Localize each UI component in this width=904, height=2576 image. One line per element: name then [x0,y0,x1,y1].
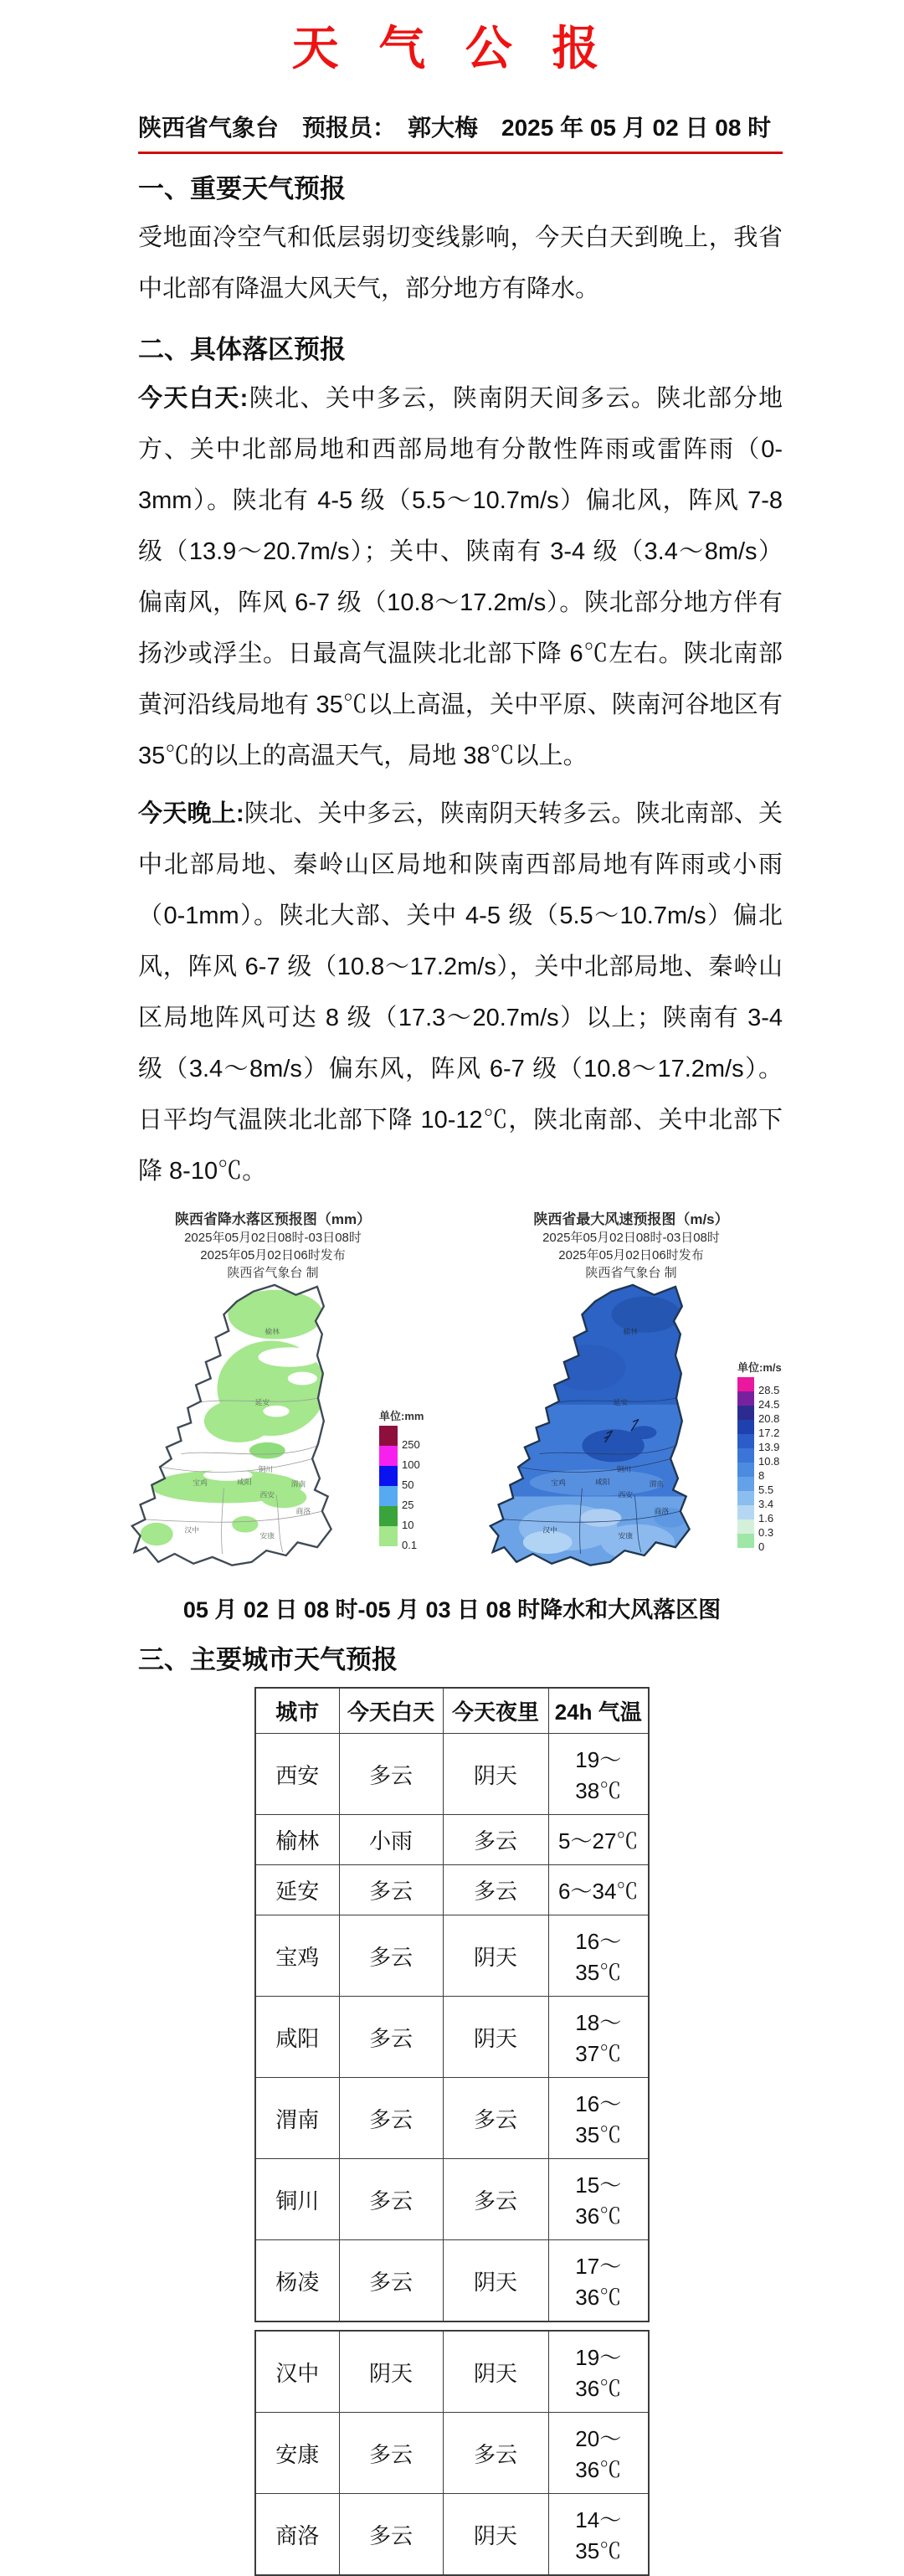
precipitation-legend [379,1407,444,1551]
table-cell: 汉中 [255,2331,339,2413]
forecast-night-label: 今天晚上: [138,800,244,827]
map-title: 陕西省降水落区预报图（mm） [174,1211,372,1227]
map-city-label: 商洛 [654,1507,670,1516]
legend-label: 0 [758,1540,765,1553]
table-cell: 咸阳 [255,1997,339,2078]
table-cell: 多云 [443,2078,548,2159]
table-cell: 多云 [339,2494,443,2576]
wind-map-header [456,1211,806,1282]
table-cell: 16～35℃ [548,1915,649,1997]
map-city-label: 汉中 [184,1525,199,1535]
legend-swatch [379,1506,398,1526]
legend-label: 3.4 [758,1498,774,1510]
map-city-label: 西安 [618,1490,634,1499]
table-row [255,2078,649,2159]
table-cell: 20～36℃ [548,2413,649,2494]
table-row [255,2240,649,2322]
table-cell: 榆林 [255,1815,339,1865]
legend-unit-label: 单位:m/s [737,1361,782,1374]
legend-swatch [737,1434,754,1448]
table-cell: 16～35℃ [548,2078,649,2159]
table-cell: 铜川 [255,2159,339,2240]
table-cell: 阴天 [443,2331,548,2413]
city-weather-table-south [254,2330,650,2576]
precipitation-map-header [98,1211,448,1282]
map-valid-period: 2025年05月02日08时-03日08时 [542,1231,720,1245]
map-city-label: 咸阳 [237,1477,252,1486]
legend-swatch [737,1406,754,1420]
legend-item [379,1426,444,1451]
legend-label: 8 [758,1469,765,1482]
col-header-night: 今天夜里 [443,1688,548,1734]
table-cell: 19～36℃ [548,2331,649,2413]
wind-shading [474,1282,720,1593]
table-cell: 多云 [443,2159,548,2240]
map-city-label: 渭南 [290,1479,306,1489]
table-cell: 阴天 [339,2331,443,2413]
legend-swatch [737,1463,754,1477]
table-cell: 多云 [443,2413,548,2494]
legend-unit-label: 单位:mm [379,1410,424,1422]
legend-label: 13.9 [758,1441,780,1453]
legend-label: 5.5 [758,1483,774,1496]
table-cell: 15～36℃ [548,2159,649,2240]
map-city-label: 延安 [613,1397,629,1406]
maps-caption: 05 月 02 日 08 时-05 月 03 日 08 时降水和大风落区图 [182,1597,722,1622]
table-cell: 多云 [339,1915,443,1997]
map-city-label: 铜川 [258,1465,274,1474]
legend-item [737,1477,803,1496]
table-cell: 小雨 [339,1815,443,1865]
map-city-label: 铜川 [616,1465,632,1474]
forecast-day-text: 陕北、关中多云，陕南阴天间多云。陕北部分地方、关中北部局地和西部局地有分散性阵雨或雷阵雨（0-3mm）。陕北有 4-5 级（5.5～10.7m/s）偏北风，阵风 7-8 级（13.9～20.7m/s）；关中、陕南有 3-4 级（3.4～8m/s）偏南风，阵风 6-7 级（10.8～17.2m/s）。陕北部分地方伴有扬沙或浮尘。日最高气温陕北北部下降 6℃左右。陕北南部黄河沿线局地有 35℃以上高温，关中平原、陕南河谷地区有 35℃的以上的高温天气，局地 38℃以上。 [138,385,783,769]
page-title: 天 气 公 报 [291,22,613,75]
wind-map-figure [456,1211,806,1593]
map-city-label: 商洛 [295,1507,311,1516]
table-cell: 6～34℃ [548,1865,649,1915]
map-city-label: 安康 [259,1531,275,1540]
legend-swatch [379,1486,398,1506]
table-row [255,1865,649,1915]
precipitation-map-figure [98,1211,448,1593]
forecast-night-paragraph [138,789,783,1197]
table-cell: 多云 [339,1734,443,1815]
table-cell: 多云 [339,1997,443,2078]
table-cell: 18～37℃ [548,1997,649,2078]
legend-swatch [379,1466,398,1486]
col-header-daytime: 今天白天 [339,1688,443,1734]
table-row [255,2413,649,2494]
map-issue-time: 2025年05月02日06时发布 [200,1248,346,1262]
forecast-day-label: 今天白天: [138,385,249,412]
legend-swatch [737,1534,754,1548]
map-credit: 陕西省气象台 制 [227,1266,319,1280]
legend-swatch [737,1505,754,1519]
table-row [255,2494,649,2576]
legend-label: 10 [402,1519,414,1531]
section1-body: 受地面冷空气和低层弱切变线影响，今天白天到晚上，我省中北部有降温大风天气，部分地方有降水。 [138,224,783,302]
map-city-label: 安康 [618,1531,634,1540]
byline: 陕西省气象台 预报员： 郭大梅 2025 年 05 月 02 日 08 时 [138,114,783,154]
legend-label: 10.8 [758,1455,780,1468]
legend-label: 28.5 [758,1384,780,1396]
table-cell: 西安 [255,1734,339,1815]
table-cell: 14～35℃ [548,2494,649,2576]
precipitation-map-image [98,1282,379,1593]
legend-label: 17.2 [758,1427,780,1439]
legend-swatch [737,1420,754,1434]
legend-label: 25 [402,1499,414,1511]
table-cell: 多云 [339,2159,443,2240]
table-cell: 多云 [443,1815,548,1865]
map-city-label: 西安 [259,1490,275,1499]
forecast-day-paragraph [138,373,783,782]
city-weather-table [254,1687,650,2322]
wind-legend [737,1359,803,1553]
legend-swatch [379,1426,398,1446]
col-header-city: 城市 [255,1688,339,1734]
legend-swatch [737,1448,754,1463]
legend-label: 250 [402,1438,420,1451]
table-cell: 延安 [255,1865,339,1915]
legend-label: 1.6 [758,1512,774,1525]
table-cell: 阴天 [443,1734,548,1815]
table-cell: 阴天 [443,1915,548,1997]
map-title: 陕西省最大风速预报图（m/s） [533,1211,729,1227]
section3-heading: 三、主要城市天气预报 [138,1645,398,1674]
map-city-label: 榆林 [265,1327,280,1336]
map-city-label: 宝鸡 [193,1478,208,1487]
table-row [255,1815,649,1865]
legend-swatch [737,1491,754,1505]
map-issue-time: 2025年05月02日06时发布 [558,1248,704,1262]
section2-heading: 二、具体落区预报 [138,335,346,364]
map-credit: 陕西省气象台 制 [585,1266,677,1280]
legend-swatch [379,1446,398,1466]
table-cell: 17～36℃ [548,2240,649,2322]
legend-label: 50 [402,1478,414,1491]
table-cell: 多云 [339,2240,443,2322]
legend-label: 24.5 [758,1398,780,1411]
col-header-temp: 24h 气温 [548,1688,649,1734]
table-cell: 安康 [255,2413,339,2494]
wind-map-image [456,1282,737,1593]
table-row [255,1997,649,2078]
table-cell: 19～38℃ [548,1734,649,1815]
legend-swatch [737,1477,754,1491]
table-cell: 阴天 [443,1997,548,2078]
table-row [255,2331,649,2413]
table-header-row [255,1688,649,1734]
legend-swatch [737,1391,754,1406]
table-row [255,2159,649,2240]
table-cell: 多云 [339,2078,443,2159]
table-cell: 商洛 [255,2494,339,2576]
table-cell: 宝鸡 [255,1915,339,1997]
table-row [255,1915,649,1997]
legend-swatch [379,1526,398,1546]
table-cell: 阴天 [443,2240,548,2322]
forecast-night-text: 陕北、关中多云，陕南阴天转多云。陕北南部、关中北部局地、秦岭山区局地和陕南西部局地有阵雨或小雨（0-1mm）。陕北大部、关中 4-5 级（5.5～10.7m/s）偏北风，阵风 6-7 级（10.8～17.2m/s），关中北部局地、秦岭山区局地阵风可达 8 级（17.3～20.7m/s）以上；陕南有 3-4 级（3.4～8m/s）偏东风，阵风 6-7 级（10.8～17.2m/s）。日平均气温陕北北部下降 10-12℃，陕北南部、关中北部下降 8-10℃。 [138,800,783,1185]
legend-item [737,1377,803,1396]
legend-swatch [737,1377,754,1391]
map-city-label: 渭南 [649,1479,665,1489]
map-city-label: 汉中 [542,1525,557,1535]
table-cell: 多云 [339,2413,443,2494]
forecast-maps [0,1211,904,1593]
map-city-label: 榆林 [623,1327,638,1336]
table-row [255,1734,649,1815]
table-cell: 渭南 [255,2078,339,2159]
table-cell: 5～27℃ [548,1815,649,1865]
section1-heading: 一、重要天气预报 [138,174,346,203]
map-city-label: 咸阳 [595,1477,610,1486]
legend-swatch [737,1519,754,1534]
map-city-label: 延安 [254,1397,270,1406]
legend-label: 20.8 [758,1412,780,1425]
legend-label: 0.3 [758,1526,774,1539]
table-cell: 多云 [339,1865,443,1915]
table-cell: 阴天 [443,2494,548,2576]
map-city-label: 宝鸡 [551,1478,566,1487]
legend-label: 0.1 [402,1539,418,1551]
legend-label: 100 [402,1458,420,1471]
table-cell: 杨凌 [255,2240,339,2322]
map-valid-period: 2025年05月02日08时-03日08时 [184,1231,362,1245]
table-cell: 多云 [443,1865,548,1915]
